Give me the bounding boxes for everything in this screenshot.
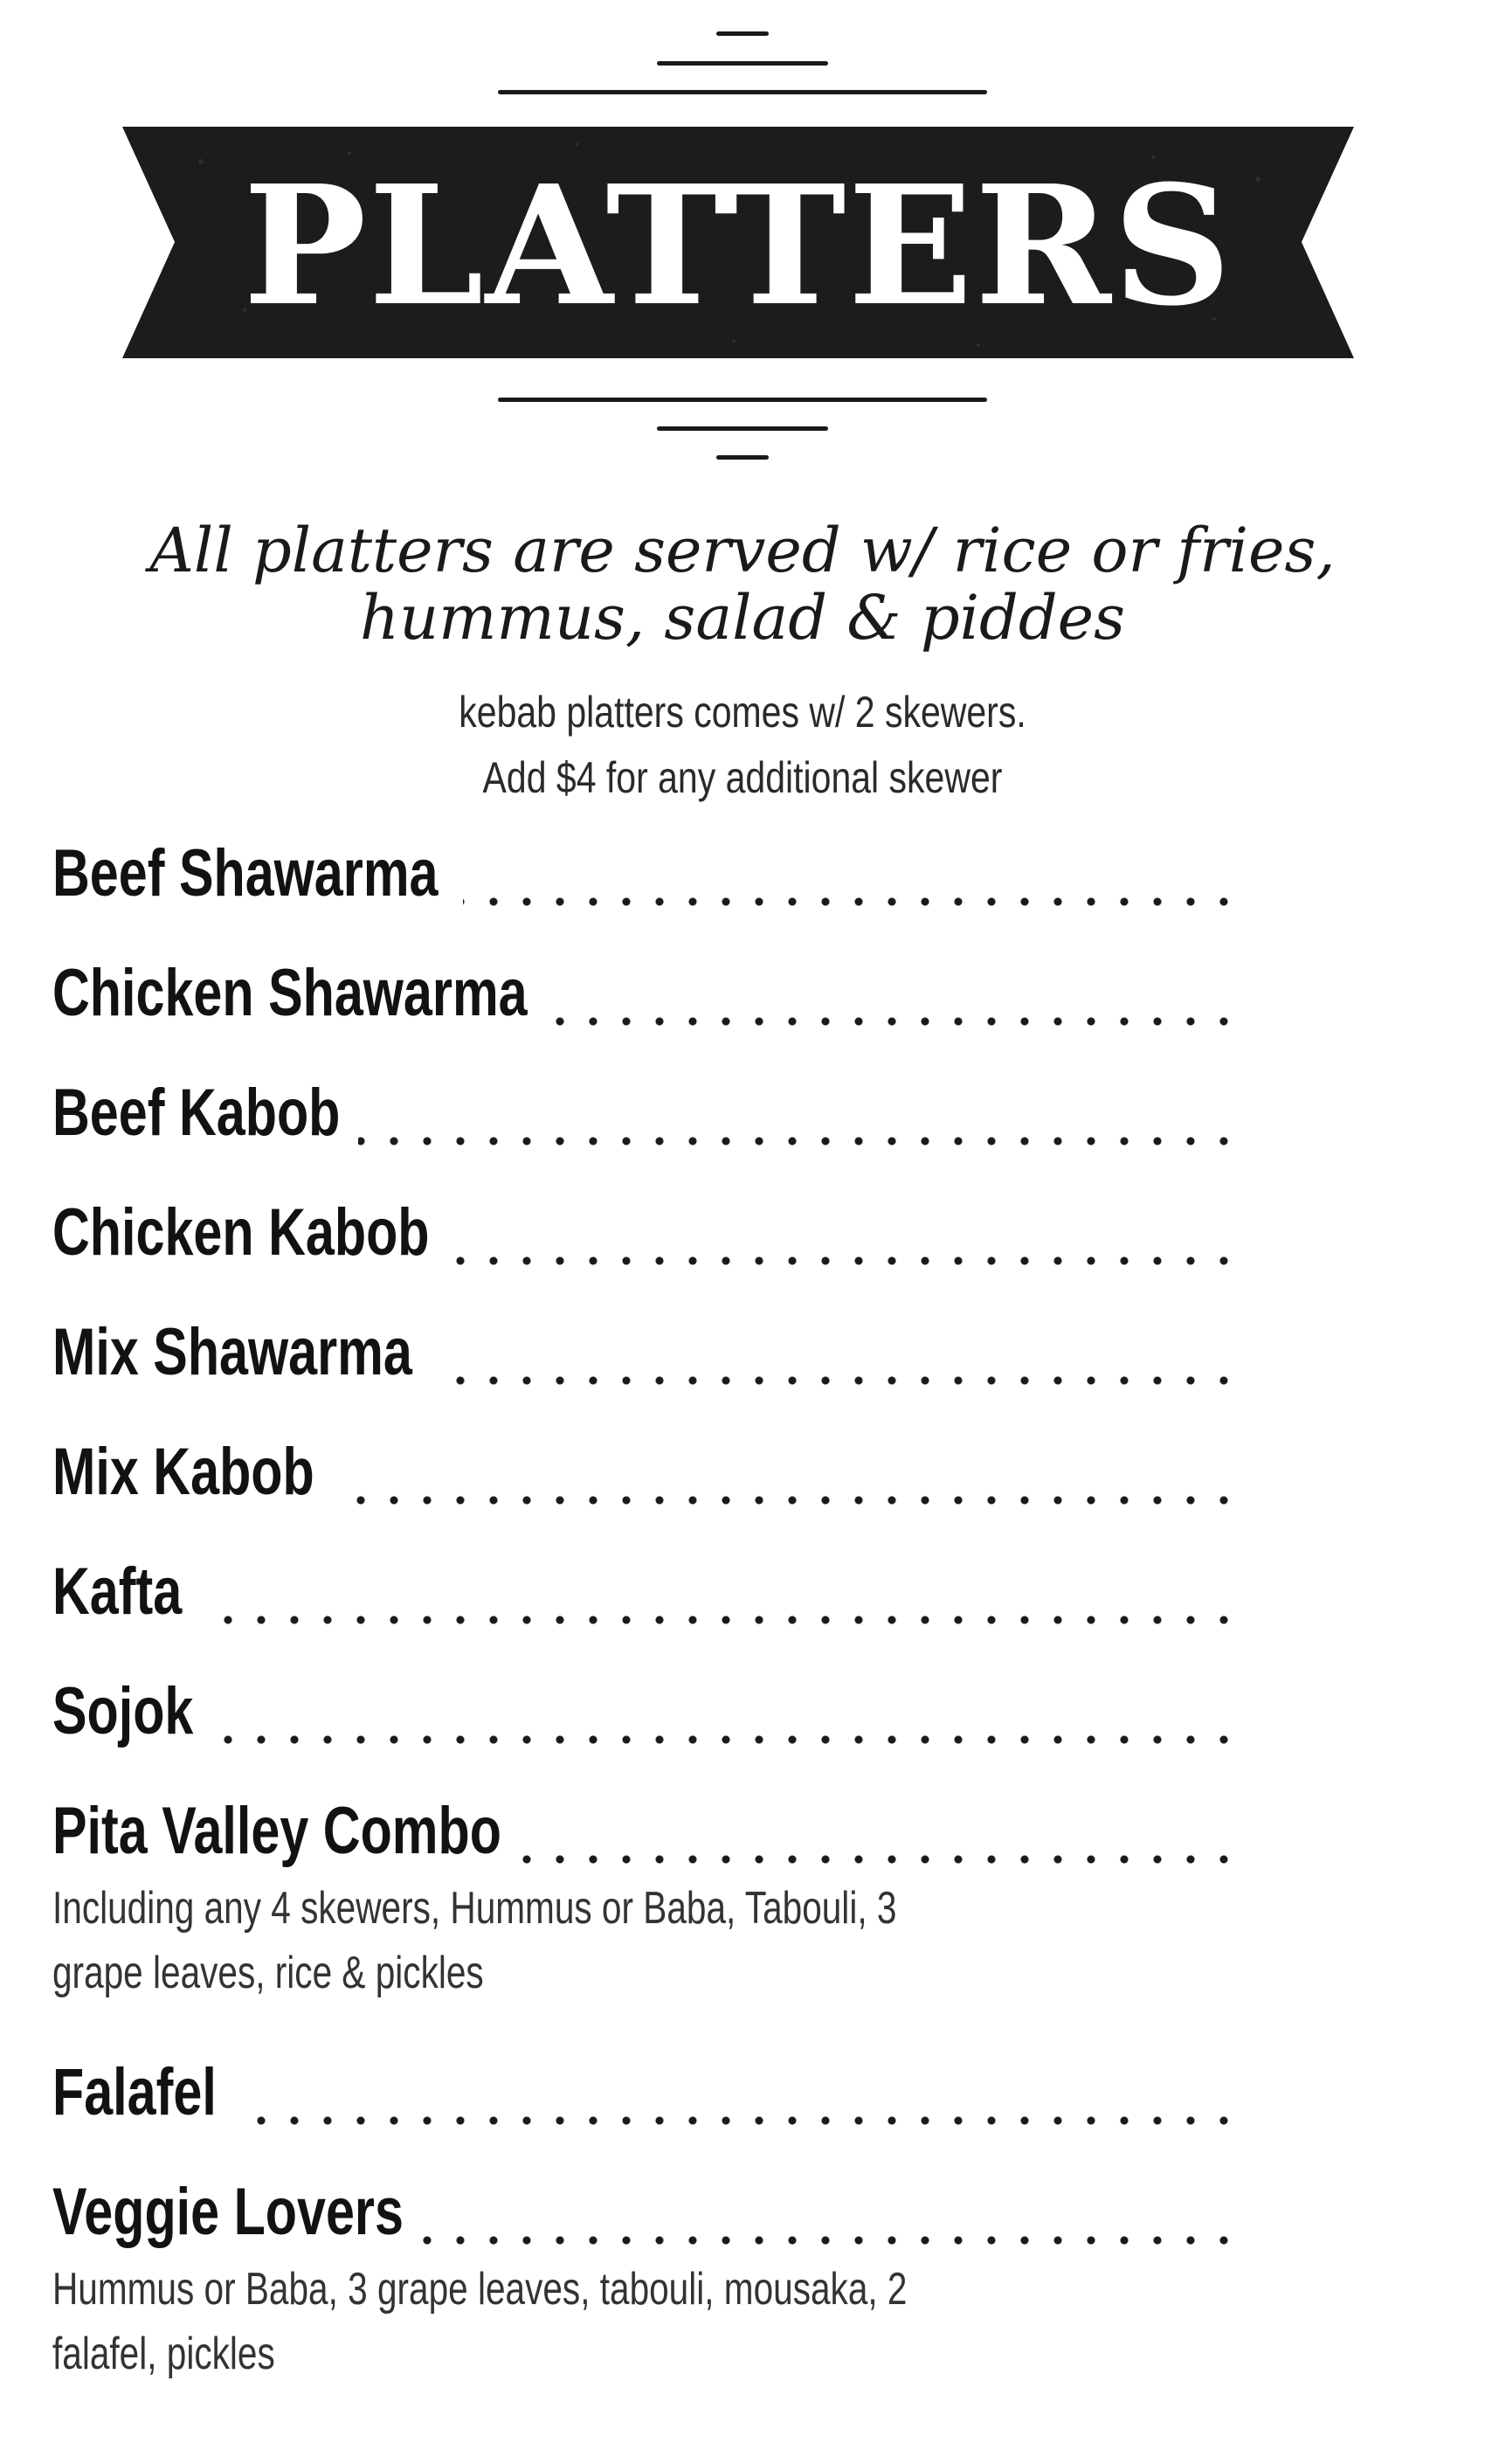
decor-rule-top-3 [498,90,987,94]
menu-item [52,834,1240,913]
menu-item-description: falafel, pickles [52,2329,275,2379]
menu-item-description: Hummus or Baba, 3 grape leaves, tabouli, mousaka, 2 [52,2264,908,2315]
menu-item [52,2053,1240,2132]
decor-rule-top-2 [657,61,828,66]
decor-rule-bottom-2 [657,426,828,431]
menu-item-name: Beef Kabob [52,1076,341,1150]
dot-leader [358,1137,1240,1145]
menu-item-name: Falafel [52,2055,217,2129]
dot-leader [463,897,1240,906]
menu-item-name: Chicken Kabob [52,1195,430,1270]
menu-item-description: grape leaves, rice & pickles [52,1948,484,1998]
menu-item [52,1433,1240,1512]
menu-item [52,1792,1240,1871]
dot-leader [201,1735,1240,1744]
intro-script-line-1: All platters are served w/ rice or fries, [149,515,1336,586]
dot-leader [437,1256,1240,1265]
menu-item-name: Chicken Shawarma [52,956,528,1030]
menu-item-name: Sojok [52,1674,194,1748]
dot-leader [515,1855,1240,1864]
intro-script-line-2: hummus, salad & piddes [360,582,1125,654]
dot-leader [542,1017,1240,1026]
dot-leader [437,1376,1240,1385]
menu-item-name: Mix Kabob [52,1435,314,1509]
menu-item [52,1074,1240,1152]
dot-leader [201,1616,1240,1624]
menu-item [52,1313,1240,1392]
menu-item [52,1194,1240,1272]
menu-item [52,2173,1240,2252]
intro-note-line-1: kebab platters comes w/ 2 skewers. [459,688,1026,737]
menu-item-name: Kafta [52,1554,183,1629]
decor-rule-bottom-3 [716,455,769,460]
dot-leader [419,2236,1240,2245]
dot-leader [332,1496,1240,1505]
dot-leader [253,2116,1240,2125]
intro-note-line-2: Add $4 for any additional skewer [482,753,1003,802]
menu-item-description: Including any 4 skewers, Hummus or Baba, Tabouli, 3 [52,1883,897,1934]
menu-item-name: Veggie Lovers [52,2175,404,2249]
menu-item [52,954,1240,1033]
menu-item [52,1672,1240,1751]
page-title: PLATTERS [243,149,1233,343]
menu-item-name: Pita Valley Combo [52,1794,501,1868]
menu-item-name: Mix Shawarma [52,1315,412,1389]
decor-rule-bottom-1 [498,398,987,402]
decor-rule-top-1 [716,31,769,36]
menu-item-name: Beef Shawarma [52,836,439,910]
menu-item [52,1553,1240,1631]
